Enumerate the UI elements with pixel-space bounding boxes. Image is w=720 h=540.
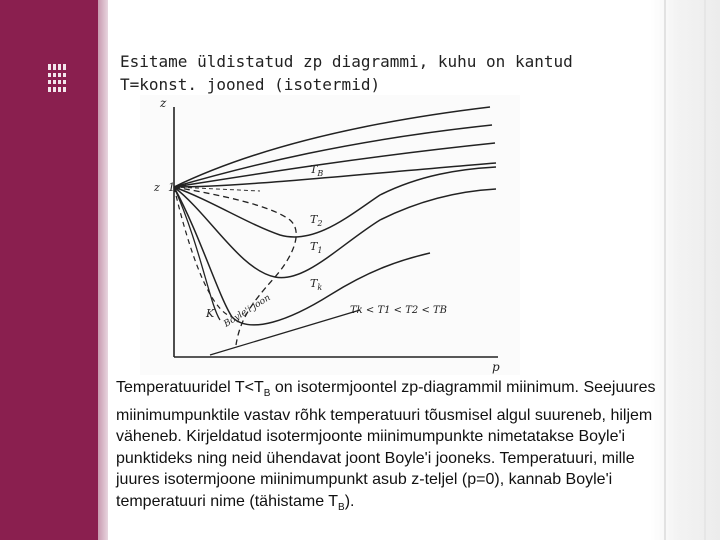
sidebar-stripe — [98, 0, 108, 540]
sidebar-band — [0, 0, 98, 540]
z1-prefix: z — [154, 181, 160, 194]
isotherm-high-3 — [174, 143, 495, 187]
label-K: K — [206, 307, 215, 320]
title-line-1: Esitame üldistatud zp diagrammi, kuhu on kantud — [120, 52, 573, 71]
edge-line — [664, 0, 666, 540]
edge-line — [704, 0, 706, 540]
label-TB: $T_B$ — [310, 163, 324, 178]
isotherm-T1 — [174, 187, 496, 278]
label-T1: $T_1$ — [310, 240, 323, 255]
temperature-relation: Tk < T1 < T2 < TB — [350, 305, 448, 316]
title-line-2: T=konst. jooned (isotermid) — [120, 75, 381, 94]
label-Tk: $T_k$ — [310, 277, 323, 292]
z1-label: 1 — [168, 181, 175, 194]
body-text-part-1: Temperatuuridel T<T — [116, 379, 264, 396]
p-axis-label: p — [492, 360, 500, 374]
grid-logo-icon — [48, 64, 70, 92]
label-T2: $T_2$ — [310, 213, 323, 228]
z-axis-label: z — [160, 96, 167, 110]
body-subscript-1: B — [263, 388, 271, 400]
body-text-part-2: on isotermjoontel zp-diagrammil miinimum. Seejuures miinimumpunktile vastav rõhk temperatuuri tõusmisel algul suureneb, hiljem väheneb. Kirjeldatud isotermjoonte miinimumpunkte nimetatakse Boyle'i punktideks ning neid ühendavat joont Boyle'i jooneks. Temperatuuri, mille juures isotermjoone miinimumpunkt asub z-teljel (p=0), kannab Boyle'i temperatuuri nime (tähistame T — [116, 379, 656, 510]
body-text-part-3: ). — [344, 492, 355, 510]
isotherm-high-1 — [174, 107, 490, 187]
boyle-line-label: Boyle'i joon — [222, 292, 273, 330]
slide-title — [120, 50, 640, 96]
body-subscript-2: B — [338, 501, 345, 513]
zp-diagram-svg — [140, 95, 520, 375]
zp-diagram — [140, 95, 520, 375]
body-paragraph — [116, 377, 661, 518]
